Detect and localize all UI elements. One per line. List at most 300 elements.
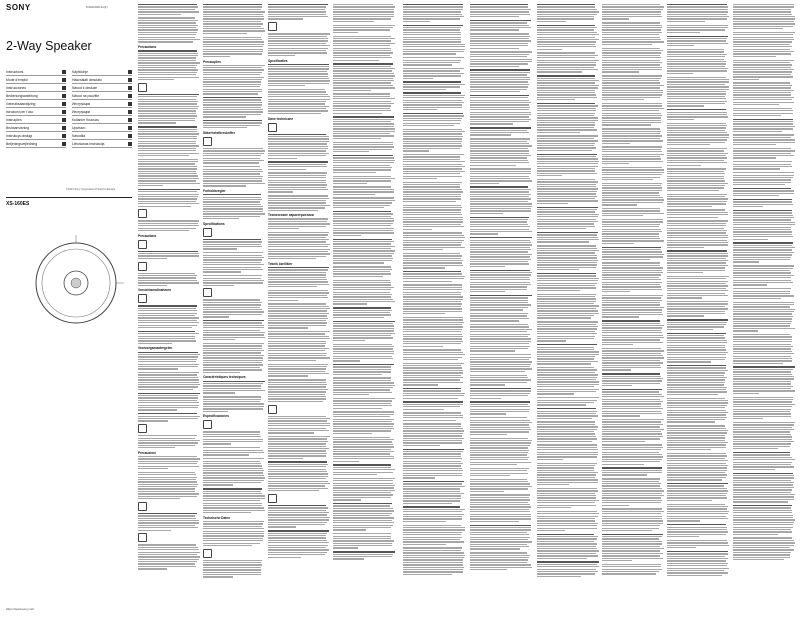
text-line: [203, 162, 259, 163]
text-line: [268, 143, 327, 144]
text-block: [333, 197, 395, 208]
text-line: [470, 464, 517, 465]
text-line: [203, 360, 263, 361]
text-line: [138, 198, 197, 199]
text-line: [333, 461, 359, 462]
text-line: [333, 464, 391, 465]
text-line: [733, 473, 793, 474]
text-line: [667, 349, 726, 350]
text-line: [138, 315, 195, 316]
text-column: [733, 3, 795, 613]
text-line: [203, 99, 261, 100]
text-line: [470, 16, 519, 17]
text-line: [203, 81, 261, 82]
text-block: [470, 270, 532, 293]
text-line: [333, 121, 391, 122]
text-line: [537, 214, 599, 215]
text-line: [470, 334, 530, 335]
text-line: [268, 40, 328, 41]
text-line: [138, 133, 199, 134]
text-line: [403, 64, 452, 65]
text-line: [333, 57, 392, 58]
text-line: [403, 415, 463, 416]
text-line: [537, 530, 565, 531]
text-line: [203, 500, 260, 501]
text-line: [470, 291, 505, 292]
crossed-bin-icon: [138, 83, 147, 92]
text-block: [667, 220, 729, 248]
text-line: [537, 374, 598, 375]
text-line: [470, 525, 531, 526]
text-line: [333, 385, 395, 386]
text-line: [138, 203, 199, 204]
text-line: [602, 29, 661, 30]
text-line: [268, 80, 330, 81]
text-line: [268, 355, 326, 356]
text-line: [470, 145, 532, 146]
text-line: [203, 176, 263, 177]
text-line: [138, 325, 197, 326]
text-line: [602, 122, 661, 123]
text-line: [733, 148, 791, 149]
text-block: [470, 20, 532, 31]
text-line: [667, 297, 702, 298]
text-line: [268, 530, 329, 531]
text-line: [667, 203, 726, 204]
language-row: [6, 117, 132, 124]
language-label: Instructions: [6, 69, 24, 74]
language-row: [6, 93, 132, 100]
text-line: [333, 529, 366, 530]
text-line: [602, 249, 661, 250]
text-line: [602, 490, 664, 491]
text-line: [138, 65, 197, 66]
text-line: [268, 514, 327, 515]
text-line: [333, 235, 361, 236]
text-line: [537, 245, 596, 246]
text-line: [733, 374, 792, 375]
text-line: [470, 51, 532, 52]
text-line: [602, 411, 661, 412]
text-line: [667, 301, 728, 302]
text-line: [470, 165, 516, 166]
text-line: [667, 105, 704, 106]
text-line: [333, 490, 395, 491]
text-line: [602, 436, 663, 437]
text-line: [203, 262, 261, 263]
language-tab-marker: [62, 102, 66, 106]
text-line: [470, 548, 520, 549]
text-line: [667, 303, 728, 304]
text-line: [268, 286, 317, 287]
text-block: [470, 168, 532, 184]
text-line: [403, 232, 462, 233]
text-line: [602, 117, 661, 118]
text-line: [203, 339, 235, 340]
text-line: [138, 96, 197, 97]
text-line: [268, 172, 327, 173]
text-line: [403, 303, 462, 304]
model-number: XS-160ES: [6, 201, 30, 207]
text-line: [203, 166, 260, 167]
text-line: [203, 526, 262, 527]
text-line: [203, 194, 261, 195]
text-column: [667, 3, 729, 613]
text-line: [470, 112, 531, 113]
text-column: [602, 3, 664, 613]
text-block: [403, 284, 465, 314]
text-line: [470, 429, 531, 430]
text-line: [602, 332, 662, 333]
language-label: Инструкции: [72, 109, 91, 114]
text-line: [470, 186, 528, 187]
text-line: [470, 242, 531, 243]
text-line: [602, 566, 661, 567]
text-block: [268, 436, 330, 459]
text-line: [602, 208, 660, 209]
language-tab-marker: [62, 78, 66, 82]
text-line: [602, 470, 662, 471]
text-line: [667, 278, 726, 279]
text-block: [470, 388, 532, 399]
text-line: [602, 135, 662, 136]
text-line: [667, 382, 725, 383]
crossed-bin-icon: [203, 420, 212, 429]
text-line: [733, 210, 792, 211]
text-line: [403, 281, 452, 282]
text-line: [733, 282, 793, 283]
text-line: [602, 502, 661, 503]
text-block: [268, 303, 330, 328]
section-heading: Voorzorgsmaatregelen: [138, 346, 173, 351]
text-line: [667, 116, 728, 117]
text-line: [203, 241, 262, 242]
text-line: [537, 52, 595, 53]
text-line: [203, 322, 262, 323]
text-line: [470, 81, 528, 82]
text-line: [203, 299, 260, 300]
text-line: [470, 302, 528, 303]
text-line: [138, 251, 198, 252]
text-line: [537, 228, 586, 229]
text-line: [203, 367, 260, 368]
text-line: [667, 59, 724, 60]
text-line: [667, 470, 727, 471]
text-line: [667, 497, 727, 498]
text-line: [268, 450, 326, 451]
text-line: [602, 348, 661, 349]
text-line: [268, 554, 325, 555]
text-line: [602, 304, 660, 305]
text-line: [138, 150, 196, 151]
text-line: [667, 352, 728, 353]
text-line: [403, 21, 430, 22]
text-line: [667, 281, 728, 282]
text-line: [667, 240, 727, 241]
text-block: [138, 159, 200, 187]
text-line: [268, 50, 326, 51]
text-line: [203, 257, 264, 258]
text-line: [667, 311, 725, 312]
text-line: [138, 171, 196, 172]
text-block: [403, 25, 465, 55]
text-line: [470, 157, 527, 158]
text-line: [268, 371, 325, 372]
text-line: [403, 27, 461, 28]
text-line: [333, 467, 391, 468]
symbol-row: [203, 420, 265, 429]
text-line: [602, 312, 662, 313]
text-line: [333, 474, 377, 475]
text-line: [470, 132, 529, 133]
text-line: [602, 140, 663, 141]
text-line: [667, 402, 728, 403]
text-line: [667, 540, 727, 541]
text-line: [602, 447, 663, 448]
text-line: [203, 23, 263, 24]
text-line: [138, 338, 195, 339]
text-line: [203, 173, 260, 174]
text-line: [537, 393, 574, 394]
text-line: [203, 33, 247, 34]
text-line: [470, 134, 511, 135]
text-line: [403, 393, 465, 394]
text-line: [333, 4, 393, 5]
text-line: [537, 78, 595, 79]
text-line: [470, 509, 529, 510]
text-block: [403, 253, 465, 269]
text-line: [333, 328, 394, 329]
text-block: [602, 389, 664, 417]
text-line: [667, 98, 726, 99]
text-line: [537, 438, 597, 439]
text-line: [138, 440, 200, 441]
text-line: [537, 561, 599, 562]
text-line: [333, 360, 360, 361]
text-line: [667, 235, 728, 236]
text-block: [537, 232, 599, 243]
text-line: [733, 363, 783, 364]
text-line: [602, 327, 662, 328]
text-line: [203, 307, 260, 308]
text-block: [537, 488, 599, 508]
text-line: [667, 365, 726, 366]
text-line: [667, 329, 713, 330]
text-line: [602, 493, 662, 494]
crossed-bin-icon: [203, 228, 212, 237]
text-line: [602, 478, 660, 479]
text-line: [333, 340, 365, 341]
text-line: [537, 209, 597, 210]
text-line: [268, 153, 329, 154]
text-line: [403, 150, 429, 151]
text-line: [537, 82, 595, 83]
text-line: [268, 318, 328, 319]
text-line: [537, 404, 586, 405]
text-line: [138, 201, 196, 202]
text-line: [403, 433, 463, 434]
text-line: [403, 6, 463, 7]
text-line: [537, 550, 599, 551]
text-line: [138, 148, 196, 149]
text-line: [537, 367, 594, 368]
text-line: [268, 310, 327, 311]
text-line: [333, 554, 393, 555]
text-line: [537, 321, 598, 322]
text-line: [733, 348, 791, 349]
text-line: [602, 199, 664, 200]
text-line: [602, 342, 663, 343]
text-line: [203, 9, 261, 10]
text-line: [602, 174, 662, 175]
text-line: [537, 456, 597, 457]
text-line: [602, 353, 661, 354]
text-line: [333, 32, 358, 33]
text-line: [733, 309, 795, 310]
text-line: [470, 89, 527, 90]
text-block: [537, 25, 599, 50]
text-line: [733, 193, 794, 194]
text-line: [268, 343, 326, 344]
text-line: [667, 444, 726, 445]
text-line: [733, 462, 792, 463]
text-block: [470, 33, 532, 49]
text-line: [537, 127, 594, 128]
text-line: [203, 155, 261, 156]
text-line: [537, 27, 597, 28]
text-block: [602, 262, 664, 292]
text-line: [667, 495, 726, 496]
text-line: [203, 204, 261, 205]
text-line: [138, 413, 197, 414]
text-line: [602, 115, 662, 116]
text-block: [667, 25, 729, 33]
text-line: [667, 237, 728, 238]
text-line: [138, 34, 196, 35]
text-line: [602, 394, 662, 395]
text-line: [470, 97, 528, 98]
text-line: [667, 293, 725, 294]
text-block: [403, 271, 465, 282]
text-line: [403, 562, 463, 563]
text-line: [733, 344, 791, 345]
text-block: [333, 398, 395, 409]
text-line: [268, 148, 328, 149]
text-line: [667, 387, 727, 388]
text-line: [403, 136, 463, 137]
text-line: [733, 92, 791, 93]
text-line: [333, 200, 395, 201]
text-line: [333, 260, 392, 261]
text-line: [333, 317, 384, 318]
text-line: [268, 327, 308, 328]
text-line: [470, 27, 531, 28]
text-line: [203, 16, 264, 17]
text-line: [138, 566, 196, 567]
text-line: [733, 484, 793, 485]
text-block: [667, 398, 729, 423]
text-block: [333, 364, 395, 375]
text-line: [733, 41, 792, 42]
text-line: [268, 6, 326, 7]
text-line: [403, 255, 462, 256]
text-line: [333, 55, 390, 56]
text-line: [470, 282, 530, 283]
text-line: [268, 91, 326, 92]
text-line: [333, 510, 394, 511]
text-line: [203, 482, 261, 483]
text-line: [602, 367, 661, 368]
section-heading: Precautions: [138, 45, 157, 50]
text-line: [733, 446, 790, 447]
text-line: [537, 108, 596, 109]
text-line: [537, 57, 595, 58]
text-line: [470, 521, 519, 522]
text-line: [470, 514, 531, 515]
text-line: [268, 169, 306, 170]
text-line: [203, 51, 263, 52]
text-line: [667, 313, 725, 314]
text-line: [333, 48, 391, 49]
text-line: [537, 99, 575, 100]
text-line: [403, 109, 437, 110]
text-line: [470, 109, 529, 110]
text-line: [268, 234, 328, 235]
language-row: [6, 101, 132, 108]
text-line: [138, 305, 197, 306]
text-line: [333, 98, 395, 99]
text-block: [203, 375, 265, 393]
text-line: [203, 244, 261, 245]
text-line: [667, 467, 727, 468]
text-line: [537, 354, 599, 355]
text-line: [470, 506, 531, 507]
text-line: [733, 90, 794, 91]
part-number: 5-000-000-11(1): [86, 5, 108, 9]
text-line: [203, 381, 265, 382]
text-line: [333, 128, 395, 129]
text-line: [333, 36, 391, 37]
text-block: [138, 533, 200, 569]
text-line: [602, 69, 662, 70]
text-line: [667, 572, 728, 573]
text-line: [268, 549, 329, 550]
text-line: [268, 364, 328, 365]
text-line: [470, 326, 529, 327]
text-line: [537, 296, 595, 297]
text-line: [203, 304, 261, 305]
text-line: [537, 44, 595, 45]
text-line: [470, 562, 527, 563]
text-line: [602, 256, 663, 257]
text-line: [470, 138, 530, 139]
text-line: [138, 220, 199, 221]
text-line: [470, 318, 529, 319]
text-line: [403, 201, 456, 202]
text-line: [470, 284, 531, 285]
text-line: [138, 549, 199, 550]
text-line: [268, 360, 316, 361]
text-line: [138, 456, 197, 457]
text-line: [268, 473, 328, 474]
text-line: [667, 123, 726, 124]
text-line: [537, 103, 595, 104]
text-line: [333, 344, 392, 345]
text-line: [733, 291, 790, 292]
text-line: [537, 221, 598, 222]
text-line: [470, 191, 529, 192]
language-label: Kullanım Kılavuzu: [72, 117, 100, 122]
